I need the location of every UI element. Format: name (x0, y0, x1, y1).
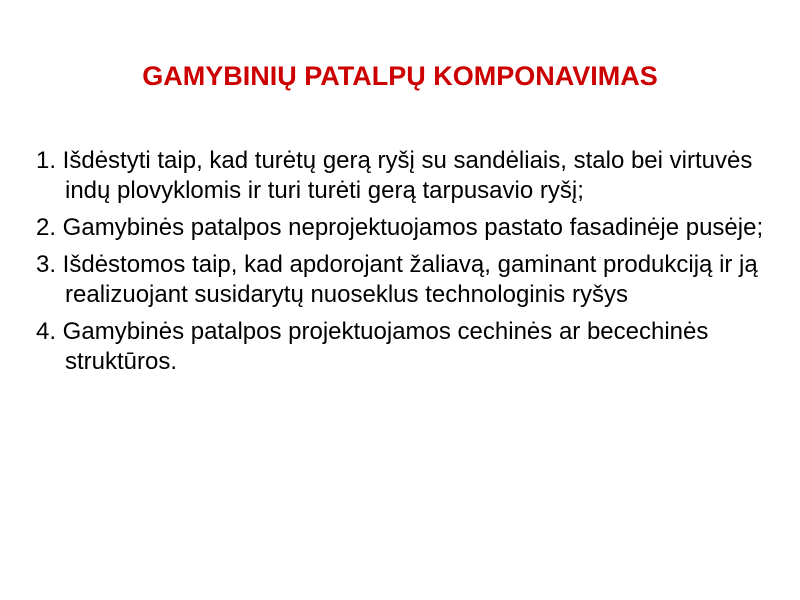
slide-title: GAMYBINIŲ PATALPŲ KOMPONAVIMAS (142, 61, 658, 91)
list-item: 1. Išdėstyti taip, kad turėtų gerą ryšį su sandėliais, stalo bei virtuvės indų plovyklomis ir turi turėti gerą tarpusavio ryšį; (36, 147, 753, 204)
content-list (36, 146, 766, 377)
list-item: 4. Gamybinės patalpos projektuojamos cechinės ar becechinės struktūros. (36, 318, 709, 375)
list-item: 2. Gamybinės patalpos neprojektuojamos pastato fasadinėje pusėje; (36, 214, 764, 241)
list-item: 3. Išdėstomos taip, kad apdorojant žaliavą, gaminant produkciją ir ją realizuojant susidarytų nuoseklus technologinis ryšys (36, 251, 758, 308)
